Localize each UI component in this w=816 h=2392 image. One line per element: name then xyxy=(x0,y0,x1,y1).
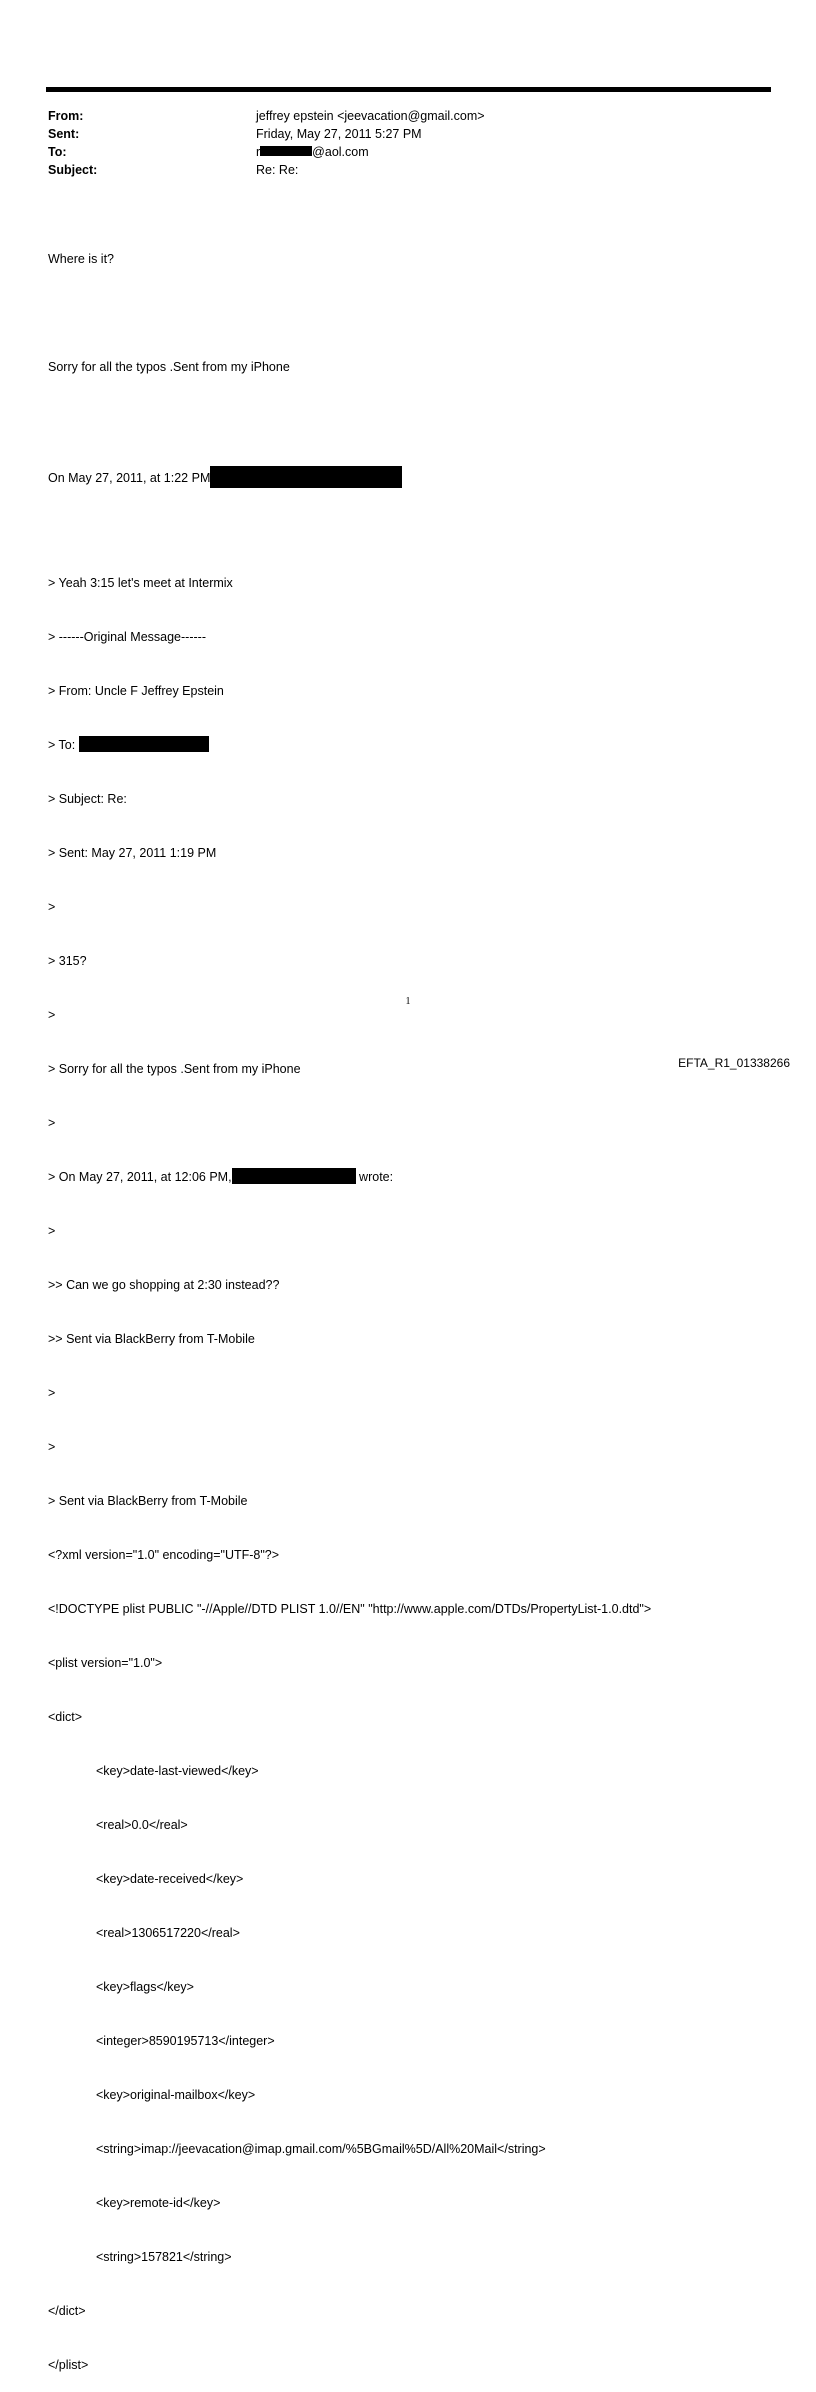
quoted-line: > xyxy=(48,1008,56,1022)
quoted-line: > xyxy=(48,1440,56,1454)
quoted-line-to xyxy=(48,736,651,754)
quoted-line: >> Sent via BlackBerry from T-Mobile xyxy=(48,1332,255,1346)
to-prefix: r xyxy=(256,145,261,159)
xml-line: <real>1306517220</real> xyxy=(96,1926,240,1940)
quoted-line: > From: Uncle F Jeffrey Epstein xyxy=(48,684,224,698)
xml-line: <key>flags</key> xyxy=(96,1980,194,1994)
xml-line: <plist version="1.0"> xyxy=(48,1656,163,1670)
sent-value: Friday, May 27, 2011 5:27 PM xyxy=(256,127,422,141)
xml-line: <key>date-received</key> xyxy=(96,1872,244,1886)
email-body xyxy=(48,214,651,2392)
xml-line: </dict> xyxy=(48,2304,86,2318)
body-line-on-date xyxy=(48,466,651,484)
quoted-line: > Subject: Re: xyxy=(48,792,127,806)
redaction-bar xyxy=(79,736,209,752)
quoted-line: > xyxy=(48,1386,56,1400)
subject-label: Subject: xyxy=(48,163,98,177)
xml-line: <string>157821</string> xyxy=(96,2250,232,2264)
xml-line: <string>imap://jeevacation@imap.gmail.com/%5BGmail%5D/All%20Mail</string> xyxy=(96,2142,546,2156)
redaction-bar xyxy=(260,146,312,156)
quoted-line: > Sorry for all the typos .Sent from my iPhone xyxy=(48,1062,301,1076)
quoted-line: > Sent: May 27, 2011 1:19 PM xyxy=(48,846,217,860)
header-rule xyxy=(46,87,771,92)
to-label: To: xyxy=(48,145,67,159)
subject-value: Re: Re: xyxy=(256,163,299,177)
quoted-line: > Sent via BlackBerry from T-Mobile xyxy=(48,1494,248,1508)
wrote-text: wrote: xyxy=(359,1170,394,1184)
body-line: Sorry for all the typos .Sent from my iPhone xyxy=(48,360,290,374)
xml-line: <dict> xyxy=(48,1710,83,1724)
quoted-line: > Yeah 3:15 let's meet at Intermix xyxy=(48,576,233,590)
quoted-line: > ------Original Message------ xyxy=(48,630,206,644)
from-value: jeffrey epstein <jeevacation@gmail.com> xyxy=(256,109,485,123)
quoted-line: > xyxy=(48,900,56,914)
quoted-line: > 315? xyxy=(48,954,87,968)
xml-line: <key>remote-id</key> xyxy=(96,2196,221,2210)
body-line-text: On May 27, 2011, at 1:22 PM xyxy=(48,471,211,485)
body-line: Where is it? xyxy=(48,252,114,266)
xml-line: <key>original-mailbox</key> xyxy=(96,2088,256,2102)
xml-line: <?xml version="1.0" encoding="UTF-8"?> xyxy=(48,1548,280,1562)
redaction-bar xyxy=(210,466,402,488)
quoted-line-text: > To: xyxy=(48,738,76,752)
quoted-line: > xyxy=(48,1224,56,1238)
from-label: From: xyxy=(48,109,84,123)
document-id: EFTA_R1_01338266 xyxy=(678,1056,790,1070)
quoted-line-text: > On May 27, 2011, at 12:06 PM, xyxy=(48,1170,232,1184)
quoted-line: > xyxy=(48,1116,56,1130)
xml-line: </plist> xyxy=(48,2358,89,2372)
xml-line: <integer>8590195713</integer> xyxy=(96,2034,275,2048)
xml-line: <!DOCTYPE plist PUBLIC "-//Apple//DTD PLIST 1.0//EN" "http://www.apple.com/DTDs/PropertyList-1.0.dtd"> xyxy=(48,1602,652,1616)
to-value: @aol.com xyxy=(312,145,369,159)
sent-label: Sent: xyxy=(48,127,80,141)
xml-line: <real>0.0</real> xyxy=(96,1818,188,1832)
quoted-line: >> Can we go shopping at 2:30 instead?? xyxy=(48,1278,280,1292)
to-value-wrap xyxy=(256,143,369,161)
xml-line: <key>date-last-viewed</key> xyxy=(96,1764,259,1778)
quoted-line-wrote xyxy=(48,1168,651,1186)
redaction-bar xyxy=(232,1168,356,1184)
page-number: 1 xyxy=(405,996,411,1007)
